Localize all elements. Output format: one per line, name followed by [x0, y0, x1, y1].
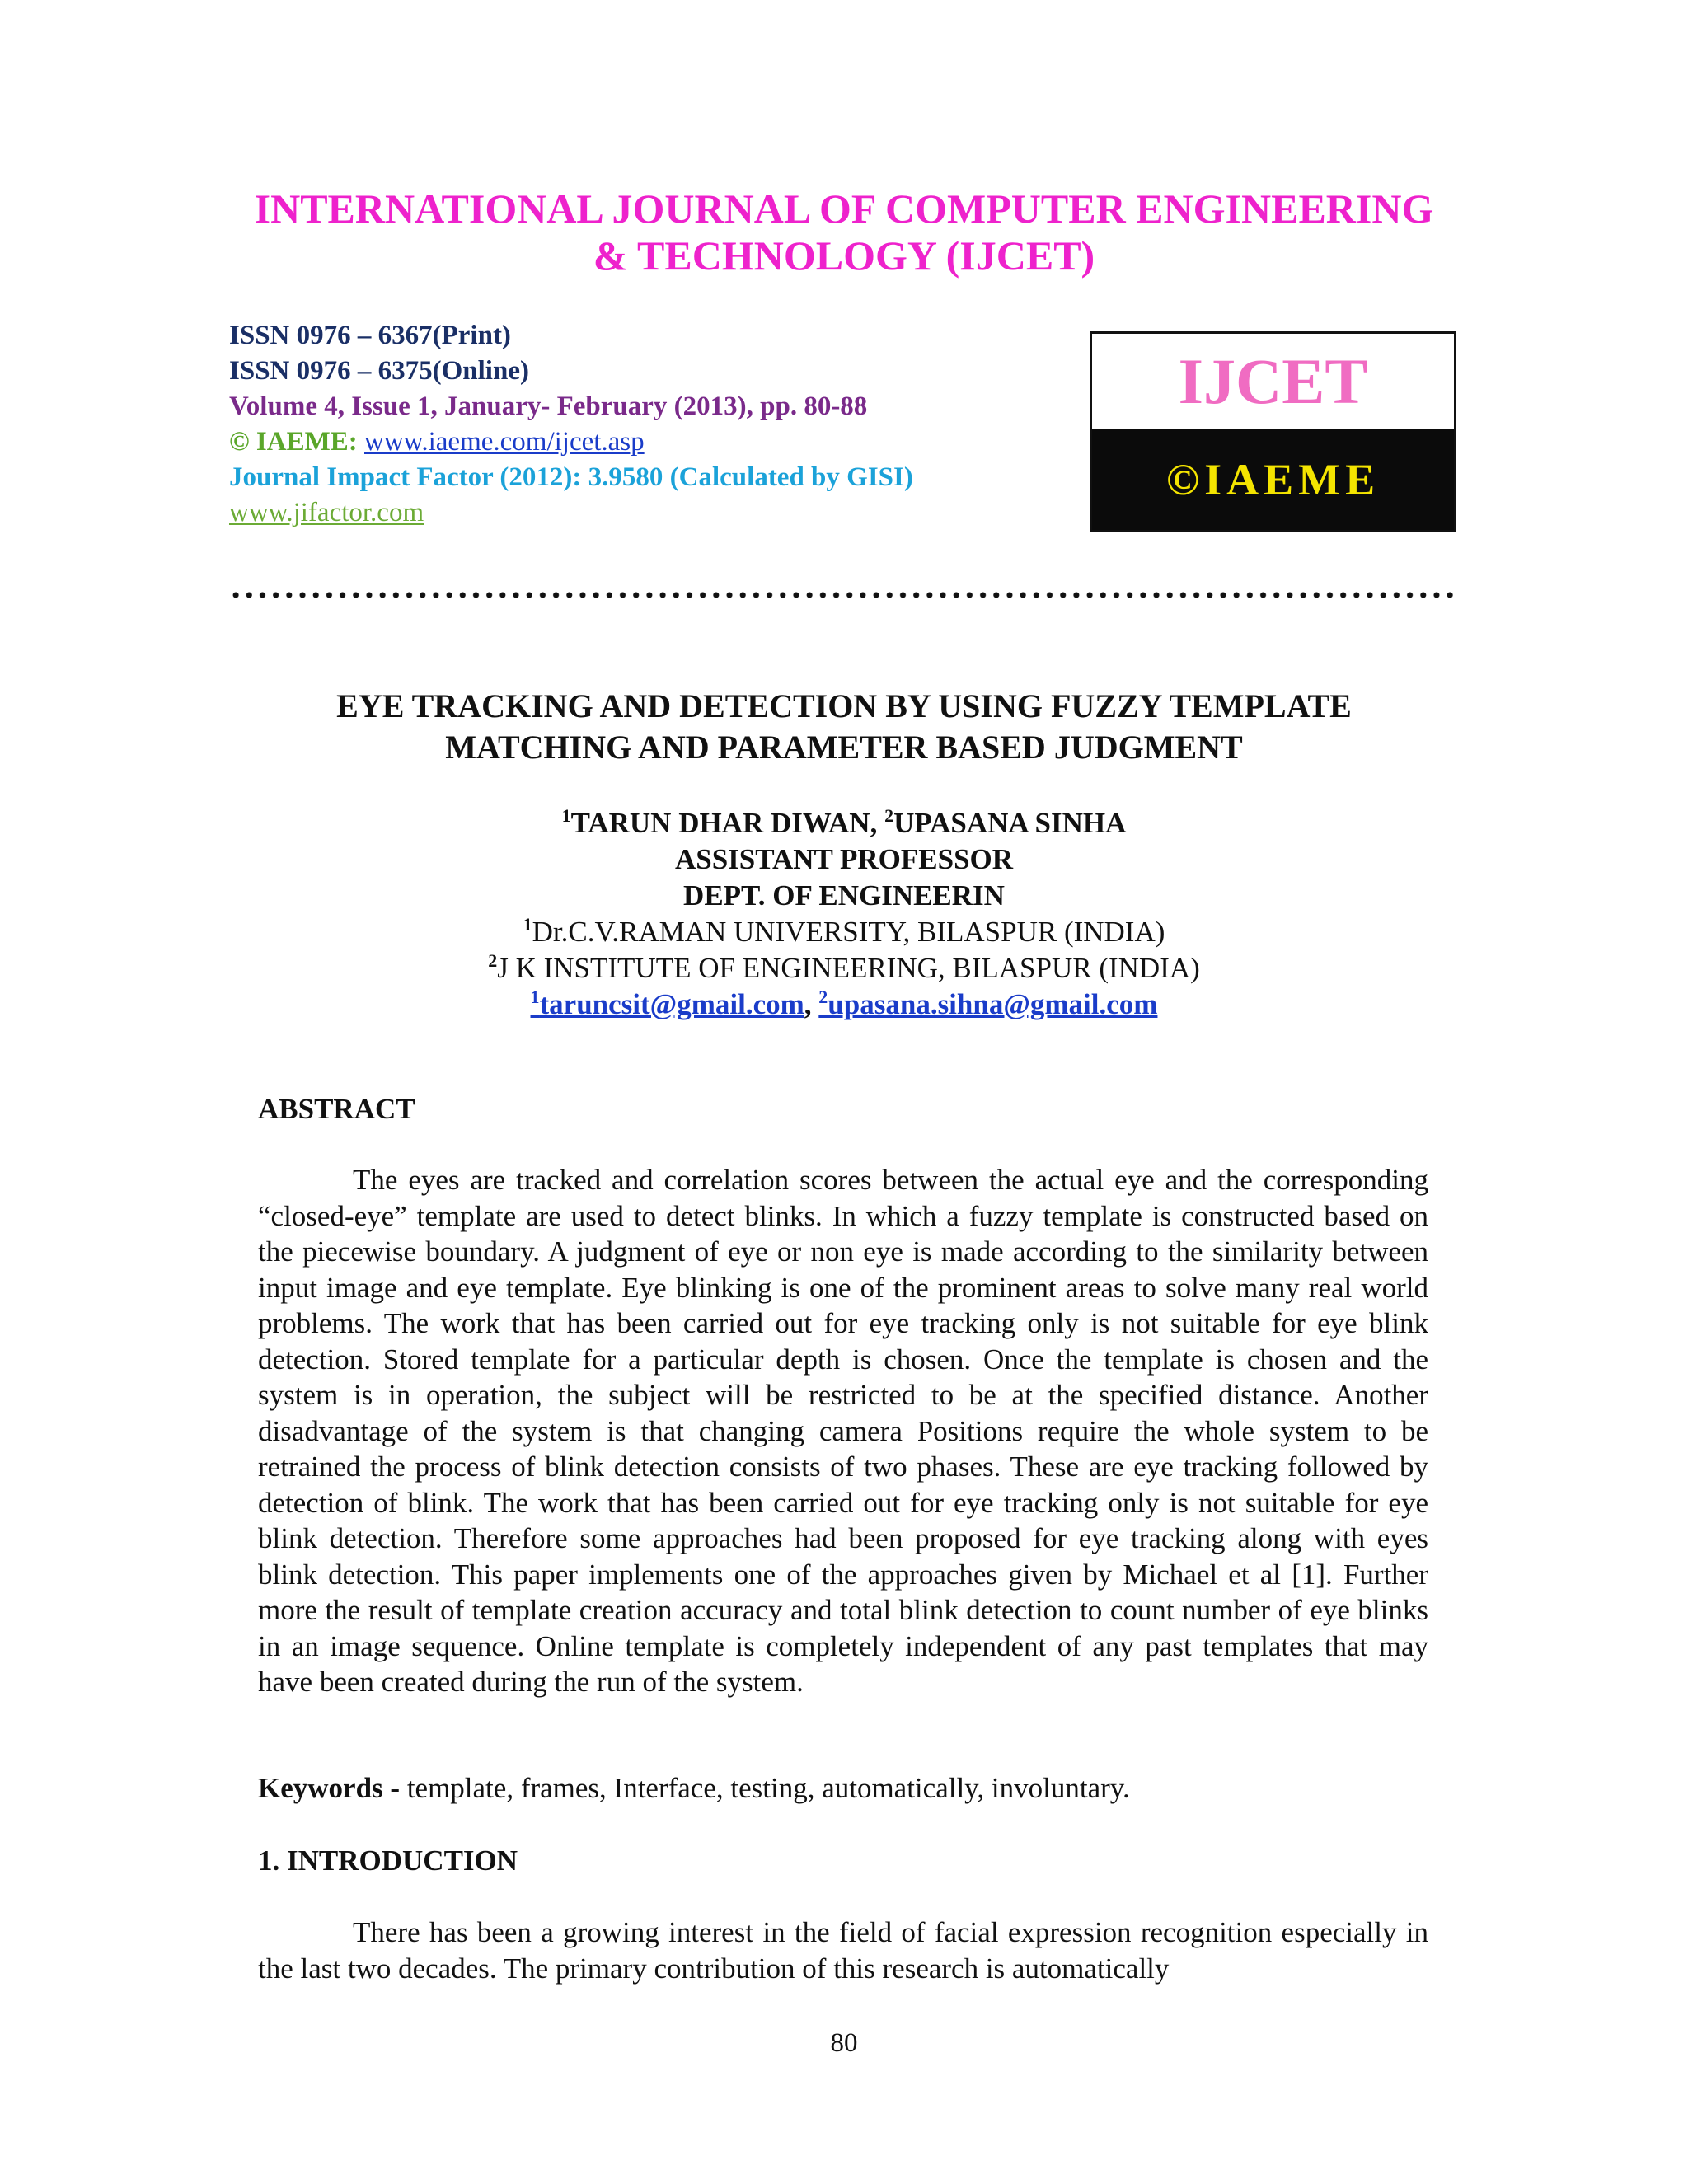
- paper-title-line2: MATCHING AND PARAMETER BASED JUDGMENT: [445, 729, 1243, 766]
- designation: ASSISTANT PROFESSOR: [674, 843, 1014, 875]
- keywords: [258, 1770, 1130, 1807]
- email1-sup: 1: [530, 987, 540, 1007]
- abstract-heading: ABSTRACT: [258, 1093, 415, 1125]
- publisher-link[interactable]: www.iaeme.com/ijcet.asp: [364, 427, 645, 457]
- journal-title: [0, 185, 1688, 279]
- affil2-sup: 2: [488, 950, 498, 971]
- keywords-label: Keywords -: [258, 1772, 407, 1804]
- author-names: [0, 805, 1688, 841]
- keywords-text: template, frames, Interface, testing, automatically, involuntary.: [406, 1772, 1130, 1804]
- jif-line: [229, 495, 913, 531]
- author2-sup: 2: [884, 805, 894, 826]
- jif-link[interactable]: www.jifactor.com: [229, 498, 424, 527]
- issn-online: ISSN 0976 – 6375(Online): [229, 356, 529, 386]
- author1: TARUN DHAR DIWAN,: [570, 807, 885, 839]
- journal-title-line2: & TECHNOLOGY (IJCET): [593, 232, 1095, 279]
- email2-sup: 2: [818, 987, 828, 1007]
- paper-title: [0, 686, 1688, 768]
- publisher-line: [229, 424, 913, 460]
- journal-meta: [229, 318, 913, 531]
- journal-title-line1: INTERNATIONAL JOURNAL OF COMPUTER ENGINEERING: [254, 185, 1434, 232]
- affil1-text: Dr.C.V.RAMAN UNIVERSITY, BILASPUR (INDIA): [532, 916, 1165, 948]
- author-block: [0, 805, 1688, 1023]
- email2-link[interactable]: [818, 988, 1157, 1020]
- volume-info: Volume 4, Issue 1, January- February (2013), pp. 80-88: [229, 391, 868, 421]
- logo-copyright: ©IAEME: [1092, 429, 1454, 530]
- journal-logo: [1090, 331, 1456, 532]
- affiliation1: [0, 914, 1688, 950]
- logo-title: IJCET: [1178, 345, 1368, 417]
- author2: UPASANA SINHA: [893, 807, 1127, 839]
- affil1-sup: 1: [523, 914, 532, 935]
- abstract-text: The eyes are tracked and correlation scores between the actual eye and the corresponding “closed-eye” template are used to detect blinks. In which a fuzzy template is constructed based on the piecewise boundary. A judgment of eye or non eye is made according to the similarity between input image and eye template. Eye blinking is one of the prominent areas to solve many real world problems. The work that has been carried out for eye tracking only is not suitable for eye blink detection. Stored template for a particular depth is chosen. Once the template is chosen and the system is in operation, the subject will be restricted to be at the specified distance. Another disadvantage of the system is that changing camera Positions require the whole system to be retrained the process of blink detection consists of two phases. These are eye tracking followed by detection of blink. The work that has been carried out for eye tracking only is not suitable for eye blink detection. Therefore some approaches had been proposed for eye tracking along with eyes blink detection. This paper implements one of the approaches given by Michael et al [1]. Further more the result of template creation accuracy and total blink detection to count number of eye blinks in an image sequence. Online template is completely independent of any past templates that may have been created during the run of the system.: [258, 1164, 1428, 1698]
- emails: [0, 987, 1688, 1023]
- page-number: 80: [830, 2028, 858, 2058]
- email-separator: ,: [804, 988, 819, 1020]
- affiliation2: [0, 950, 1688, 987]
- paper-title-line1: EYE TRACKING AND DETECTION BY USING FUZZY TEMPLATE: [336, 687, 1352, 724]
- department: DEPT. OF ENGINEERIN: [683, 879, 1005, 912]
- author1-sup: 1: [561, 805, 571, 826]
- email1: taruncsit@gmail.com: [539, 988, 804, 1020]
- introduction-text: There has been a growing interest in the field of facial expression recognition especially in the last two decades. The primary contribution of this research is automatically: [258, 1916, 1428, 1985]
- affil2-text: J K INSTITUTE OF ENGINEERING, BILASPUR (INDIA): [497, 952, 1200, 984]
- dotted-divider: [229, 590, 1457, 600]
- issn-print: ISSN 0976 – 6367(Print): [229, 321, 511, 350]
- impact-factor: Journal Impact Factor (2012): 3.9580 (Calculated by GISI): [229, 462, 913, 492]
- introduction-heading: 1. INTRODUCTION: [258, 1844, 518, 1877]
- email2: upasana.sihna@gmail.com: [828, 988, 1158, 1020]
- email1-link[interactable]: [531, 988, 804, 1020]
- publisher-prefix: © IAEME:: [229, 427, 364, 457]
